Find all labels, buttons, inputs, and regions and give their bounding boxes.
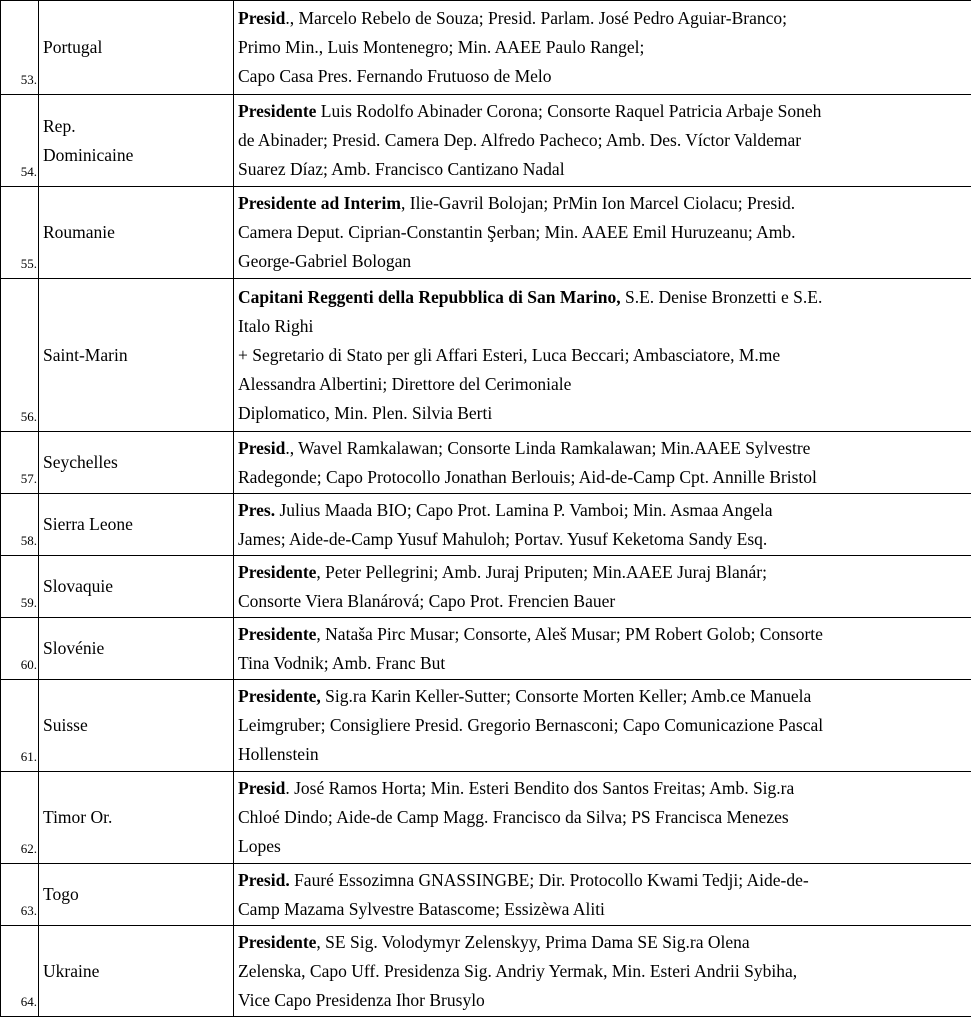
delegation-text: , SE Sig. Volodymyr Zelenskyy, Prima Dama SE Sig.ra Olena — [316, 932, 749, 952]
delegation-title: Presidente — [238, 932, 316, 952]
delegation-text: Primo Min., Luis Montenegro; Min. AAEE Paulo Rangel; — [238, 37, 644, 57]
delegations-table-body — [1, 1, 971, 1017]
row-number-text: 64. — [21, 994, 37, 1010]
delegation-line — [238, 62, 967, 91]
delegation-text: Consorte Viera Blanárová; Capo Prot. Frencien Bauer — [238, 591, 615, 611]
delegation-text: + Segretario di Stato per gli Affari Esteri, Luca Beccari; Ambasciatore, M.me — [238, 345, 780, 365]
table-row — [1, 680, 971, 772]
row-number — [1, 432, 39, 494]
country-name: Togo — [43, 880, 229, 909]
delegation-line — [238, 525, 967, 554]
delegation-title: Presidente — [238, 101, 316, 121]
row-number — [1, 680, 39, 772]
delegation-line — [238, 895, 967, 924]
table-row — [1, 95, 971, 187]
row-number-text: 60. — [21, 657, 37, 673]
delegation-cell — [234, 187, 971, 279]
delegation-text: Hollenstein — [238, 744, 319, 764]
delegation-text: Vice Capo Presidenza Ihor Brusylo — [238, 990, 485, 1010]
delegation-line — [238, 399, 967, 428]
delegation-line — [238, 312, 967, 341]
delegation-line — [238, 740, 967, 769]
delegation-text: Camp Mazama Sylvestre Batascome; Essizèwa Aliti — [238, 899, 605, 919]
row-number-text: 56. — [21, 409, 37, 425]
delegation-line — [238, 434, 967, 463]
delegation-line — [238, 587, 967, 616]
delegation-text: Capo Casa Pres. Fernando Frutuoso de Melo — [238, 66, 552, 86]
table-row — [1, 926, 971, 1017]
delegation-text: Alessandra Albertini; Direttore del Cerimoniale — [238, 374, 571, 394]
delegation-cell — [234, 556, 971, 618]
table-row — [1, 432, 971, 494]
delegation-title: Presid — [238, 8, 285, 28]
row-number-text: 54. — [21, 164, 37, 180]
delegation-text: Leimgruber; Consigliere Presid. Gregorio Bernasconi; Capo Comunicazione Pascal — [238, 715, 823, 735]
delegation-cell — [234, 432, 971, 494]
delegation-text: Radegonde; Capo Protocollo Jonathan Berlouis; Aid-de-Camp Cpt. Annille Bristol — [238, 467, 817, 487]
delegation-text: James; Aide-de-Camp Yusuf Mahuloh; Portav. Yusuf Keketoma Sandy Esq. — [238, 529, 767, 549]
country-cell — [39, 556, 234, 618]
row-number-text: 58. — [21, 533, 37, 549]
delegation-title: Presidente — [238, 562, 316, 582]
table-row — [1, 187, 971, 279]
country-cell — [39, 187, 234, 279]
delegation-text: Sig.ra Karin Keller-Sutter; Consorte Morten Keller; Amb.ce Manuela — [321, 686, 812, 706]
delegation-text: Diplomatico, Min. Plen. Silvia Berti — [238, 403, 492, 423]
delegation-text: Suarez Díaz; Amb. Francisco Cantizano Nadal — [238, 159, 565, 179]
table-row — [1, 864, 971, 926]
row-number — [1, 95, 39, 187]
delegation-text: Fauré Essozimna GNASSINGBE; Dir. Protocollo Kwami Tedji; Aide-de- — [290, 870, 809, 890]
delegation-line — [238, 957, 967, 986]
row-number — [1, 864, 39, 926]
row-number — [1, 772, 39, 864]
delegation-line — [238, 189, 967, 218]
delegation-title: Pres. — [238, 500, 275, 520]
delegation-title: Presidente ad Interim — [238, 193, 401, 213]
delegation-text: Italo Righi — [238, 316, 313, 336]
delegation-line — [238, 247, 967, 276]
delegation-text: . José Ramos Horta; Min. Esteri Bendito dos Santos Freitas; Amb. Sig.ra — [285, 778, 794, 798]
delegation-line — [238, 866, 967, 895]
country-name: Rep. — [43, 112, 229, 141]
delegation-cell — [234, 772, 971, 864]
delegation-title: Capitani Reggenti della Repubblica di San Marino, — [238, 287, 621, 307]
table-row — [1, 618, 971, 680]
row-number — [1, 187, 39, 279]
country-name: Sierra Leone — [43, 510, 229, 539]
country-cell — [39, 618, 234, 680]
delegation-cell — [234, 279, 971, 432]
country-name: Suisse — [43, 711, 229, 740]
country-name: Seychelles — [43, 448, 229, 477]
country-name: Saint-Marin — [43, 341, 229, 370]
row-number — [1, 494, 39, 556]
delegation-text: , Nataša Pirc Musar; Consorte, Aleš Musar; PM Robert Golob; Consorte — [316, 624, 822, 644]
country-name: Dominicaine — [43, 141, 229, 170]
delegation-line — [238, 832, 967, 861]
row-number — [1, 556, 39, 618]
row-number-text: 61. — [21, 749, 37, 765]
delegation-line — [238, 928, 967, 957]
delegation-cell — [234, 95, 971, 187]
delegation-text: Zelenska, Capo Uff. Presidenza Sig. Andriy Yermak, Min. Esteri Andrii Sybiha, — [238, 961, 797, 981]
delegation-line — [238, 341, 967, 370]
country-cell — [39, 1, 234, 95]
country-name: Slovénie — [43, 634, 229, 663]
delegation-text: ., Wavel Ramkalawan; Consorte Linda Ramkalawan; Min.AAEE Sylvestre — [285, 438, 810, 458]
delegation-title: Presid — [238, 778, 285, 798]
delegation-text: , Ilie-Gavril Bolojan; PrMin Ion Marcel Ciolacu; Presid. — [401, 193, 795, 213]
row-number-text: 63. — [21, 903, 37, 919]
table-row — [1, 494, 971, 556]
delegation-cell — [234, 494, 971, 556]
country-cell — [39, 95, 234, 187]
delegation-text: de Abinader; Presid. Camera Dep. Alfredo Pacheco; Amb. Des. Víctor Valdemar — [238, 130, 801, 150]
table-row — [1, 279, 971, 432]
delegation-title: Presidente — [238, 624, 316, 644]
delegation-line — [238, 97, 967, 126]
delegation-line — [238, 620, 967, 649]
delegation-line — [238, 711, 967, 740]
country-name: Slovaquie — [43, 572, 229, 601]
country-name: Roumanie — [43, 218, 229, 247]
table-row — [1, 556, 971, 618]
delegation-text: , Peter Pellegrini; Amb. Juraj Priputen; Min.AAEE Juraj Blanár; — [316, 562, 767, 582]
delegation-title: Presid — [238, 438, 285, 458]
table-row — [1, 772, 971, 864]
row-number-text: 59. — [21, 595, 37, 611]
country-name: Timor Or. — [43, 803, 229, 832]
delegation-line — [238, 986, 967, 1015]
delegation-text: Chloé Dindo; Aide-de Camp Magg. Francisco da Silva; PS Francisca Menezes — [238, 807, 789, 827]
country-cell — [39, 680, 234, 772]
country-name: Ukraine — [43, 957, 229, 986]
row-number-text: 55. — [21, 256, 37, 272]
delegation-line — [238, 218, 967, 247]
country-cell — [39, 772, 234, 864]
delegation-line — [238, 33, 967, 62]
delegation-line — [238, 774, 967, 803]
country-cell — [39, 864, 234, 926]
country-cell — [39, 279, 234, 432]
row-number-text: 53. — [21, 72, 37, 88]
delegation-title: Presidente, — [238, 686, 321, 706]
delegation-cell — [234, 680, 971, 772]
row-number — [1, 279, 39, 432]
delegation-line — [238, 283, 967, 312]
delegation-text: ., Marcelo Rebelo de Souza; Presid. Parlam. José Pedro Aguiar-Branco; — [285, 8, 787, 28]
delegation-line — [238, 126, 967, 155]
delegation-line — [238, 155, 967, 184]
delegation-cell — [234, 618, 971, 680]
delegation-text: Lopes — [238, 836, 281, 856]
row-number — [1, 618, 39, 680]
delegation-line — [238, 803, 967, 832]
delegation-line — [238, 649, 967, 678]
delegation-line — [238, 682, 967, 711]
delegation-cell — [234, 926, 971, 1017]
country-cell — [39, 494, 234, 556]
country-cell — [39, 432, 234, 494]
delegation-cell — [234, 864, 971, 926]
delegation-text: S.E. Denise Bronzetti e S.E. — [621, 287, 823, 307]
row-number — [1, 1, 39, 95]
delegation-text: George-Gabriel Bologan — [238, 251, 411, 271]
row-number-text: 57. — [21, 471, 37, 487]
delegation-text: Luis Rodolfo Abinader Corona; Consorte Raquel Patricia Arbaje Soneh — [316, 101, 821, 121]
row-number — [1, 926, 39, 1017]
delegation-line — [238, 463, 967, 492]
country-name: Portugal — [43, 33, 229, 62]
delegation-line — [238, 496, 967, 525]
delegation-line — [238, 4, 967, 33]
delegation-title: Presid. — [238, 870, 290, 890]
delegation-text: Camera Deput. Ciprian-Constantin Şerban; Min. AAEE Emil Huruzeanu; Amb. — [238, 222, 795, 242]
delegation-text: Julius Maada BIO; Capo Prot. Lamina P. Vamboi; Min. Asmaa Angela — [275, 500, 772, 520]
delegation-cell — [234, 1, 971, 95]
delegation-line — [238, 558, 967, 587]
table-row — [1, 1, 971, 95]
delegation-line — [238, 370, 967, 399]
delegation-text: Tina Vodnik; Amb. Franc But — [238, 653, 445, 673]
row-number-text: 62. — [21, 841, 37, 857]
country-cell — [39, 926, 234, 1017]
